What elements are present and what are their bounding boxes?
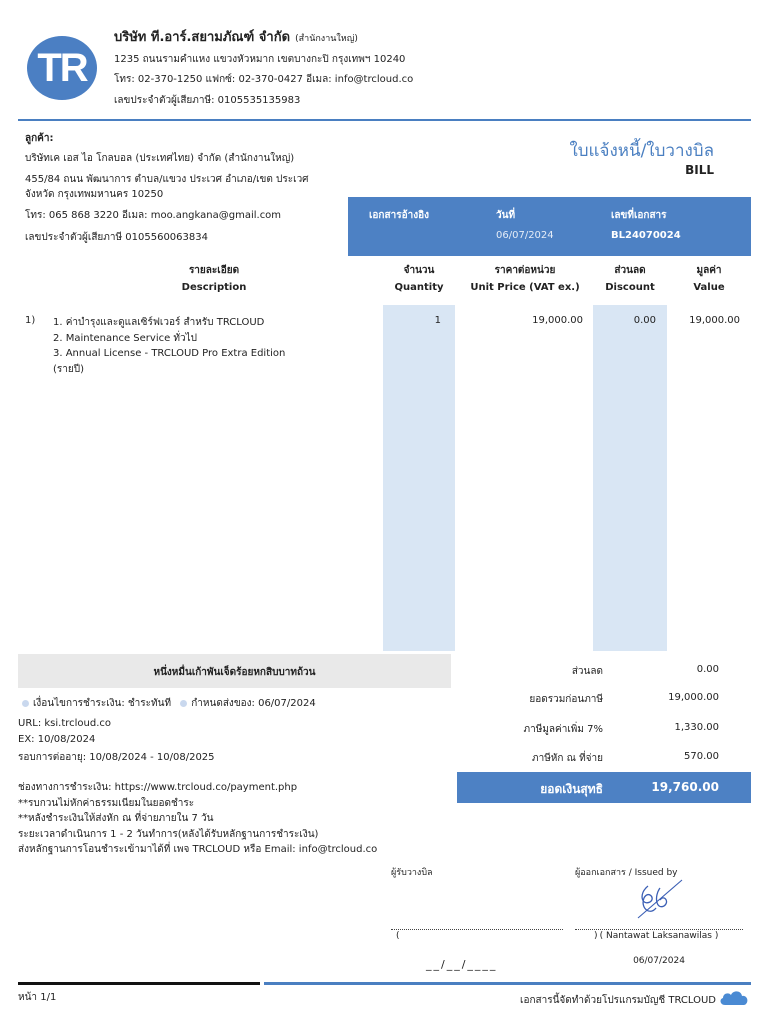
company-tax-id: เลขประจำตัวผู้เสียภาษี: 0105535135983 xyxy=(114,95,301,106)
company-branch: (สำนักงานใหญ่) xyxy=(295,34,358,44)
customer-contact: โทร: 065 868 3220 อีเมล: moo.angkana@gmail.com xyxy=(25,210,282,221)
summary-discount-value: 0.00 xyxy=(696,664,719,675)
company-name-line xyxy=(114,26,358,47)
term-url: URL: ksi.trcloud.co xyxy=(18,718,112,729)
document-info-box xyxy=(348,197,751,256)
company-contact: โทร: 02-370-1250 แฟกซ์: 02-370-0427 อีเมล: info@trcloud.co xyxy=(114,74,414,85)
summary-vat-label: ภาษีมูลค่าเพิ่ม 7% xyxy=(523,724,603,735)
customer-address-1: 455/84 ถนน พัฒนาการ ตำบล/แขวง ประเวศ อำเภอ/เขต ประเวศ xyxy=(25,174,309,185)
bullet-icon xyxy=(180,700,187,707)
note-line: ส่งหลักฐานการโอนชำระเข้ามาได้ที่ เพจ TRCLOUD หรือ Email: info@trcloud.co xyxy=(18,844,378,856)
date-label: วันที่ xyxy=(496,210,516,221)
company-logo: TR xyxy=(27,36,97,100)
summary-wht-label: ภาษีหัก ณ ที่จ่าย xyxy=(531,753,603,764)
table-row-description: 1. ค่าบำรุงและดูแลเซิร์ฟเวอร์ สำหรับ TRCLOUD 2. Maintenance Service ทั่วไป 3. Annual License - TRCLOUD Pro Extra Edition (รายปี) xyxy=(53,317,286,375)
term-ex: EX: 10/08/2024 xyxy=(18,734,96,745)
header-description: รายละเอียด Description xyxy=(181,265,247,293)
footer-line-blue xyxy=(264,982,751,985)
summary-wht-value: 570.00 xyxy=(684,751,719,762)
customer-name: บริษัทเค เอส ไอ โกลบอล (ประเทศไทย) จำกัด (สำนักงานใหญ่) xyxy=(25,153,295,164)
footer-line-dark xyxy=(18,982,260,985)
doc-no-label: เลขที่เอกสาร xyxy=(611,210,667,221)
issuer-name: ( Nantawat Laksanawilas ) xyxy=(599,931,719,941)
issuer-signature xyxy=(630,876,690,924)
cloud-icon xyxy=(718,988,750,1006)
net-total-label: ยอดเงินสุทธิ xyxy=(540,782,603,796)
page-number: หน้า 1/1 xyxy=(18,992,57,1003)
footer-credit: เอกสารนี้จัดทำด้วยโปรแกรมบัญชี TRCLOUD xyxy=(520,995,716,1006)
date-value: 06/07/2024 xyxy=(496,230,554,241)
issuer-label: ผู้ออกเอกสาร / Issued by xyxy=(575,868,678,878)
summary-vat-value: 1,330.00 xyxy=(674,722,719,733)
header-divider xyxy=(18,119,751,121)
ref-label: เอกสารอ้างอิง xyxy=(369,210,429,221)
note-line: **รบกวนไม่หักค่าธรรมเนียมในยอดชำระ xyxy=(18,797,195,809)
receiver-date: __/__/____ xyxy=(426,958,498,971)
row-unit-price: 19,000.00 xyxy=(532,315,583,326)
company-name: บริษัท ที.อาร์.สยามภัณฑ์ จำกัด xyxy=(114,30,291,45)
payment-notes xyxy=(18,780,377,858)
bullet-icon xyxy=(22,700,29,707)
receiver-label: ผู้รับวางบิล xyxy=(391,868,433,878)
issuer-date: 06/07/2024 xyxy=(633,956,685,966)
receiver-signature-line xyxy=(391,929,563,930)
note-line: ระยะเวลาดำเนินการ 1 - 2 วันทำการ(หลังได้รับหลักฐานการชำระเงิน) xyxy=(18,828,319,840)
payment-terms: เงื่อนไขการชำระเงิน: ชำระทันที กำหนดส่งของ: 06/07/2024 xyxy=(22,696,316,711)
customer-tax-id: เลขประจำตัวผู้เสียภาษี 0105560063834 xyxy=(25,232,208,243)
quantity-column-shade xyxy=(383,305,455,651)
doc-no-value: BL24070024 xyxy=(611,230,681,241)
header-quantity: จำนวน Quantity xyxy=(394,265,444,293)
document-title-en: BILL xyxy=(685,163,714,177)
row-discount: 0.00 xyxy=(633,315,656,326)
note-line: **หลังชำระเงินให้ส่งหัก ณ ที่จ่ายภายใน 7 วัน xyxy=(18,813,214,825)
company-address: 1235 ถนนรามคำแหง แขวงหัวหมาก เขตบางกะปิ กรุงเทพฯ 10240 xyxy=(114,54,406,65)
header-unit-price: ราคาต่อหน่วย Unit Price (VAT ex.) xyxy=(470,265,580,293)
row-quantity: 1 xyxy=(434,315,441,326)
note-line: ช่องทางการชำระเงิน: https://www.trcloud.co/payment.php xyxy=(18,782,298,793)
header-discount: ส่วนลด Discount xyxy=(605,265,655,293)
customer-label: ลูกค้า: xyxy=(25,133,54,144)
summary-subtotal-value: 19,000.00 xyxy=(668,692,719,703)
summary-subtotal-label: ยอดรวมก่อนภาษี xyxy=(529,694,603,705)
header-value: มูลค่า Value xyxy=(693,265,725,293)
row-value: 19,000.00 xyxy=(689,315,740,326)
term-renewal: รอบการต่ออายุ: 10/08/2024 - 10/08/2025 xyxy=(18,752,215,763)
issuer-signature-line xyxy=(575,929,743,930)
row-number: 1) xyxy=(25,315,36,326)
discount-column-shade xyxy=(593,305,667,651)
document-title-th: ใบแจ้งหนี้/ใบวางบิล xyxy=(569,141,714,161)
amount-words: หนึ่งหมื่นเก้าพันเจ็ดร้อยหกสิบบาทถ้วน xyxy=(153,667,316,678)
net-total-value: 19,760.00 xyxy=(651,780,719,794)
customer-address-2: จังหวัด กรุงเทพมหานคร 10250 xyxy=(25,189,164,200)
summary-discount-label: ส่วนลด xyxy=(571,666,603,677)
receiver-name-paren: ( ) xyxy=(396,931,598,941)
